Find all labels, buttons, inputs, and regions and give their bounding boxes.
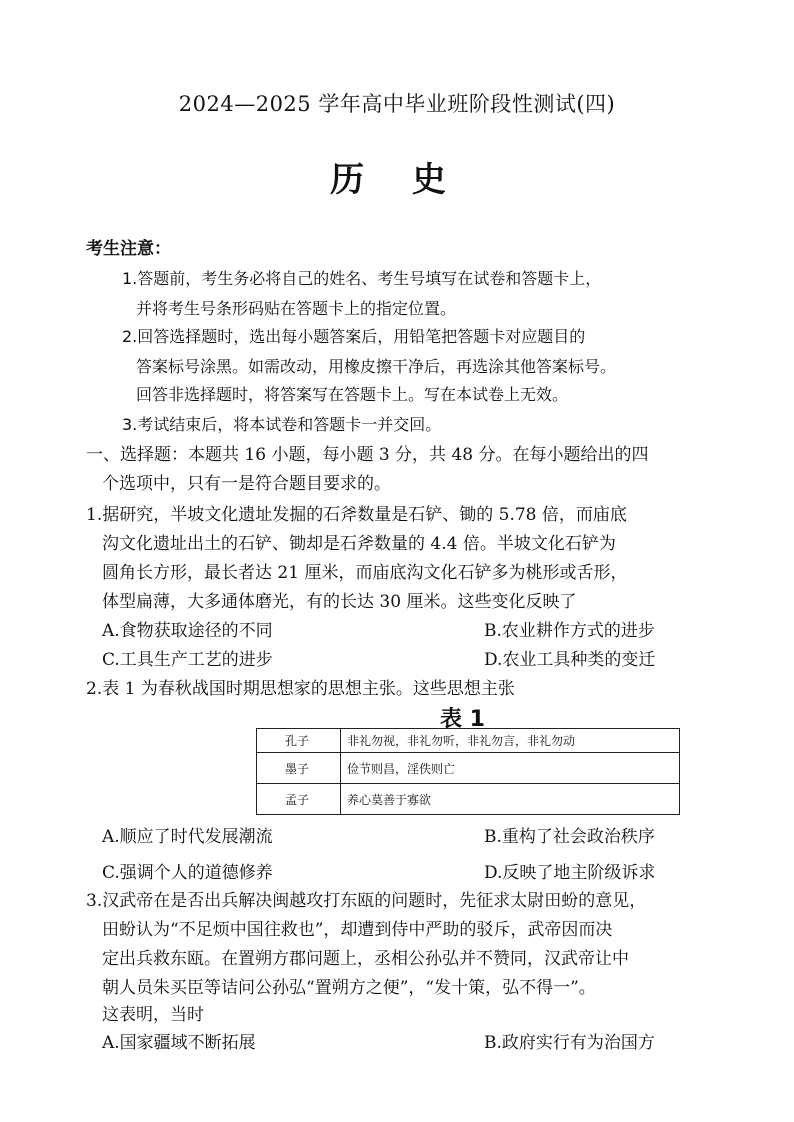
thinker-name: 孟子 [257,784,341,815]
notice-line: 3.考试结束后，将本试卷和答题卡一并交回。 [122,415,442,434]
notice-line: 2.回答选择题时，选出每小题答案后，用铅笔把答题卡对应题目的 [122,327,586,346]
question-3-stem: 田蚡认为“不足烦中国往救也”，却遭到侍中严助的驳斥，武帝因而决 [102,920,613,940]
question-3-option-a: A.国家疆域不断拓展 [102,1033,256,1053]
question-1-stem: 1.据研究，半坡文化遗址发掘的石斧数量是石铲、锄的 5.78 倍，而庙底 [86,505,627,525]
question-2-option-a: A.顺应了时代发展潮流 [102,827,273,847]
question-1-stem: 圆角长方形，最长者达 21 厘米，而庙底沟文化石铲多为桃形或舌形， [102,563,628,583]
thinker-idea: 养心莫善于寡欲 [341,784,680,815]
thinker-idea: 非礼勿视，非礼勿听，非礼勿言，非礼勿动 [341,729,680,753]
subject-title: 历 史 [330,160,464,200]
table-row [257,784,680,815]
notice-line: 并将考生号条形码贴在答题卡上的指定位置。 [136,299,457,318]
thinkers-table [256,728,680,815]
question-1-stem: 沟文化遗址出土的石铲、锄却是石斧数量的 4.4 倍。半坡文化石铲为 [102,534,616,554]
question-2-option-d: D.反映了地主阶级诉求 [484,863,656,883]
table-row [257,753,680,784]
notice-line: 答案标号涂黑。如需改动，用橡皮擦干净后，再选涂其他答案标号。 [136,357,617,376]
table-caption: 表 1 [440,707,485,732]
notice-line: 1.答题前，考生务必将自己的姓名、考生号填写在试卷和答题卡上， [122,269,602,288]
question-1-stem: 体型扁薄，大多通体磨光，有的长达 30 厘米。这些变化反映了 [102,592,577,612]
notice-line: 回答非选择题时，将答案写在答题卡上。写在本试卷上无效。 [136,385,569,404]
exam-title: 2024—2025 学年高中毕业班阶段性测试(四) [178,92,616,116]
thinker-idea: 俭节则昌，淫佚则亡 [341,753,680,784]
question-3-option-b: B.政府实行有为治国方 [484,1033,655,1053]
question-3-stem: 这表明，当时 [102,1005,204,1025]
question-1-option-d: D.农业工具种类的变迁 [484,650,656,670]
thinker-name: 墨子 [257,753,341,784]
thinker-name: 孔子 [257,729,341,753]
question-3-stem: 3.汉武帝在是否出兵解决闽越攻打东瓯的问题时，先征求太尉田蚡的意见， [86,891,647,911]
question-2-option-c: C.强调个人的道德修养 [102,863,273,883]
question-1-option-c: C.工具生产工艺的进步 [102,650,273,670]
question-2-option-b: B.重构了社会政治秩序 [484,827,655,847]
question-1-option-a: A.食物获取途径的不同 [102,621,273,641]
question-1-option-b: B.农业耕作方式的进步 [484,621,655,641]
table-row [257,729,680,753]
notice-heading: 考生注意： [86,239,171,259]
question-2-stem: 2.表 1 为春秋战国时期思想家的思想主张。这些思想主张 [86,679,515,699]
question-3-stem: 朝人员朱买臣等诘问公孙弘“置朔方之便”，“发十策，弘不得一”。 [102,978,596,998]
section-title-cont: 个选项中，只有一是符合题目要求的。 [102,474,391,494]
question-3-stem: 定出兵救东瓯。在置朔方郡问题上，丞相公孙弘并不赞同，汉武帝让中 [102,949,629,969]
section-title: 一、选择题：本题共 16 小题，每小题 3 分，共 48 分。在每小题给出的四 [86,445,649,465]
